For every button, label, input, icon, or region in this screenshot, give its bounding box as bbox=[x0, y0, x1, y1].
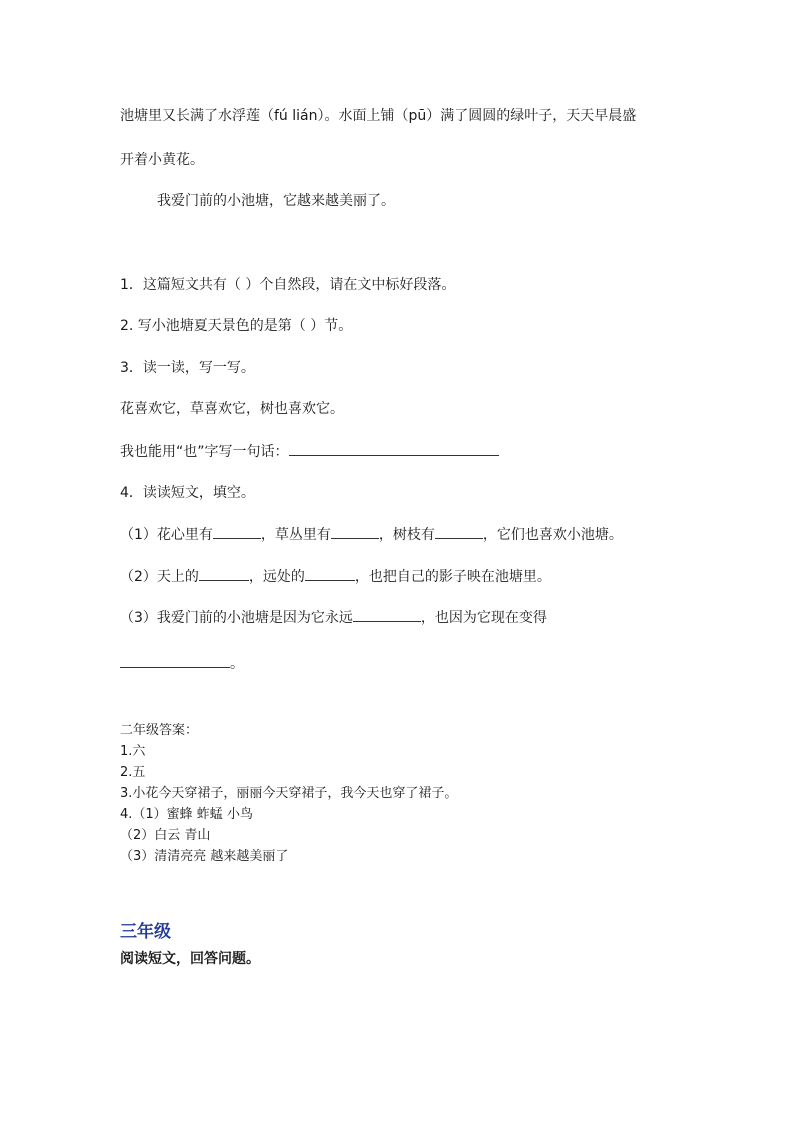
answer-1: 1.六 bbox=[120, 744, 146, 759]
question-4: 4．读读短文，填空。 bbox=[120, 485, 255, 501]
question-2: 2. 写小池塘夏天景色的是第（ ）节。 bbox=[120, 318, 353, 334]
question-4-2-text-c: ，也把自己的影子映在池塘里。 bbox=[354, 569, 551, 585]
section-subtitle: 阅读短文，回答问题。 bbox=[120, 951, 260, 967]
question-4-3-text-b: ，也因为它现在变得 bbox=[420, 610, 547, 626]
question-4-3-text-a: （3）我爱门前的小池塘是因为它永远 bbox=[120, 610, 353, 626]
passage-line-2: 开着小黄花。 bbox=[120, 152, 204, 168]
answer-blank[interactable] bbox=[213, 524, 261, 539]
answer-blank[interactable] bbox=[289, 441, 499, 456]
answer-blank[interactable] bbox=[331, 524, 379, 539]
question-3-example: 花喜欢它，草喜欢它，树也喜欢它。 bbox=[120, 401, 344, 417]
question-4-3-row-2 bbox=[120, 653, 244, 674]
question-4-3-row bbox=[120, 607, 547, 628]
answer-4-3: （3）清清亮亮 越来越美丽了 bbox=[120, 849, 289, 864]
question-3: 3．读一读，写一写。 bbox=[120, 360, 255, 376]
section-title: 三年级 bbox=[120, 922, 171, 942]
answer-blank[interactable] bbox=[120, 653, 230, 668]
answer-blank[interactable] bbox=[305, 566, 355, 581]
question-4-2-text-a: （2）天上的 bbox=[120, 569, 199, 585]
question-3-prompt-row bbox=[120, 441, 499, 462]
question-1: 1．这篇短文共有（ ）个自然段，请在文中标好段落。 bbox=[120, 277, 456, 293]
answer-4-1: 4.（1）蜜蜂 蚱蜢 小鸟 bbox=[120, 807, 253, 822]
answers-heading: 二年级答案： bbox=[120, 723, 199, 738]
answer-blank[interactable] bbox=[199, 566, 249, 581]
passage-line-3: 我爱门前的小池塘，它越来越美丽了。 bbox=[157, 193, 395, 209]
answer-2: 2.五 bbox=[120, 765, 146, 780]
question-4-1-text-c: ，树枝有 bbox=[378, 527, 435, 543]
passage-line-1: 池塘里又长满了水浮莲（fú lián）。水面上铺（pū）满了圆圆的绿叶子，天天早晨盛 bbox=[120, 108, 637, 124]
question-3-prompt: 我也能用“也”字写一句话： bbox=[120, 444, 289, 460]
question-4-1-text-a: （1）花心里有 bbox=[120, 527, 213, 543]
question-4-1-text-b: ，草丛里有 bbox=[260, 527, 331, 543]
answer-3: 3.小花今天穿裙子，丽丽今天穿裙子，我今天也穿了裙子。 bbox=[120, 786, 458, 801]
question-4-2-row bbox=[120, 566, 551, 587]
question-4-2-text-b: ，远处的 bbox=[248, 569, 305, 585]
question-4-1-row bbox=[120, 524, 623, 545]
answer-4-2: （2）白云 青山 bbox=[120, 828, 211, 843]
question-4-1-text-d: ，它们也喜欢小池塘。 bbox=[482, 527, 623, 543]
answer-blank[interactable] bbox=[435, 524, 483, 539]
question-4-3-end: 。 bbox=[230, 656, 244, 672]
answer-blank[interactable] bbox=[353, 607, 421, 622]
